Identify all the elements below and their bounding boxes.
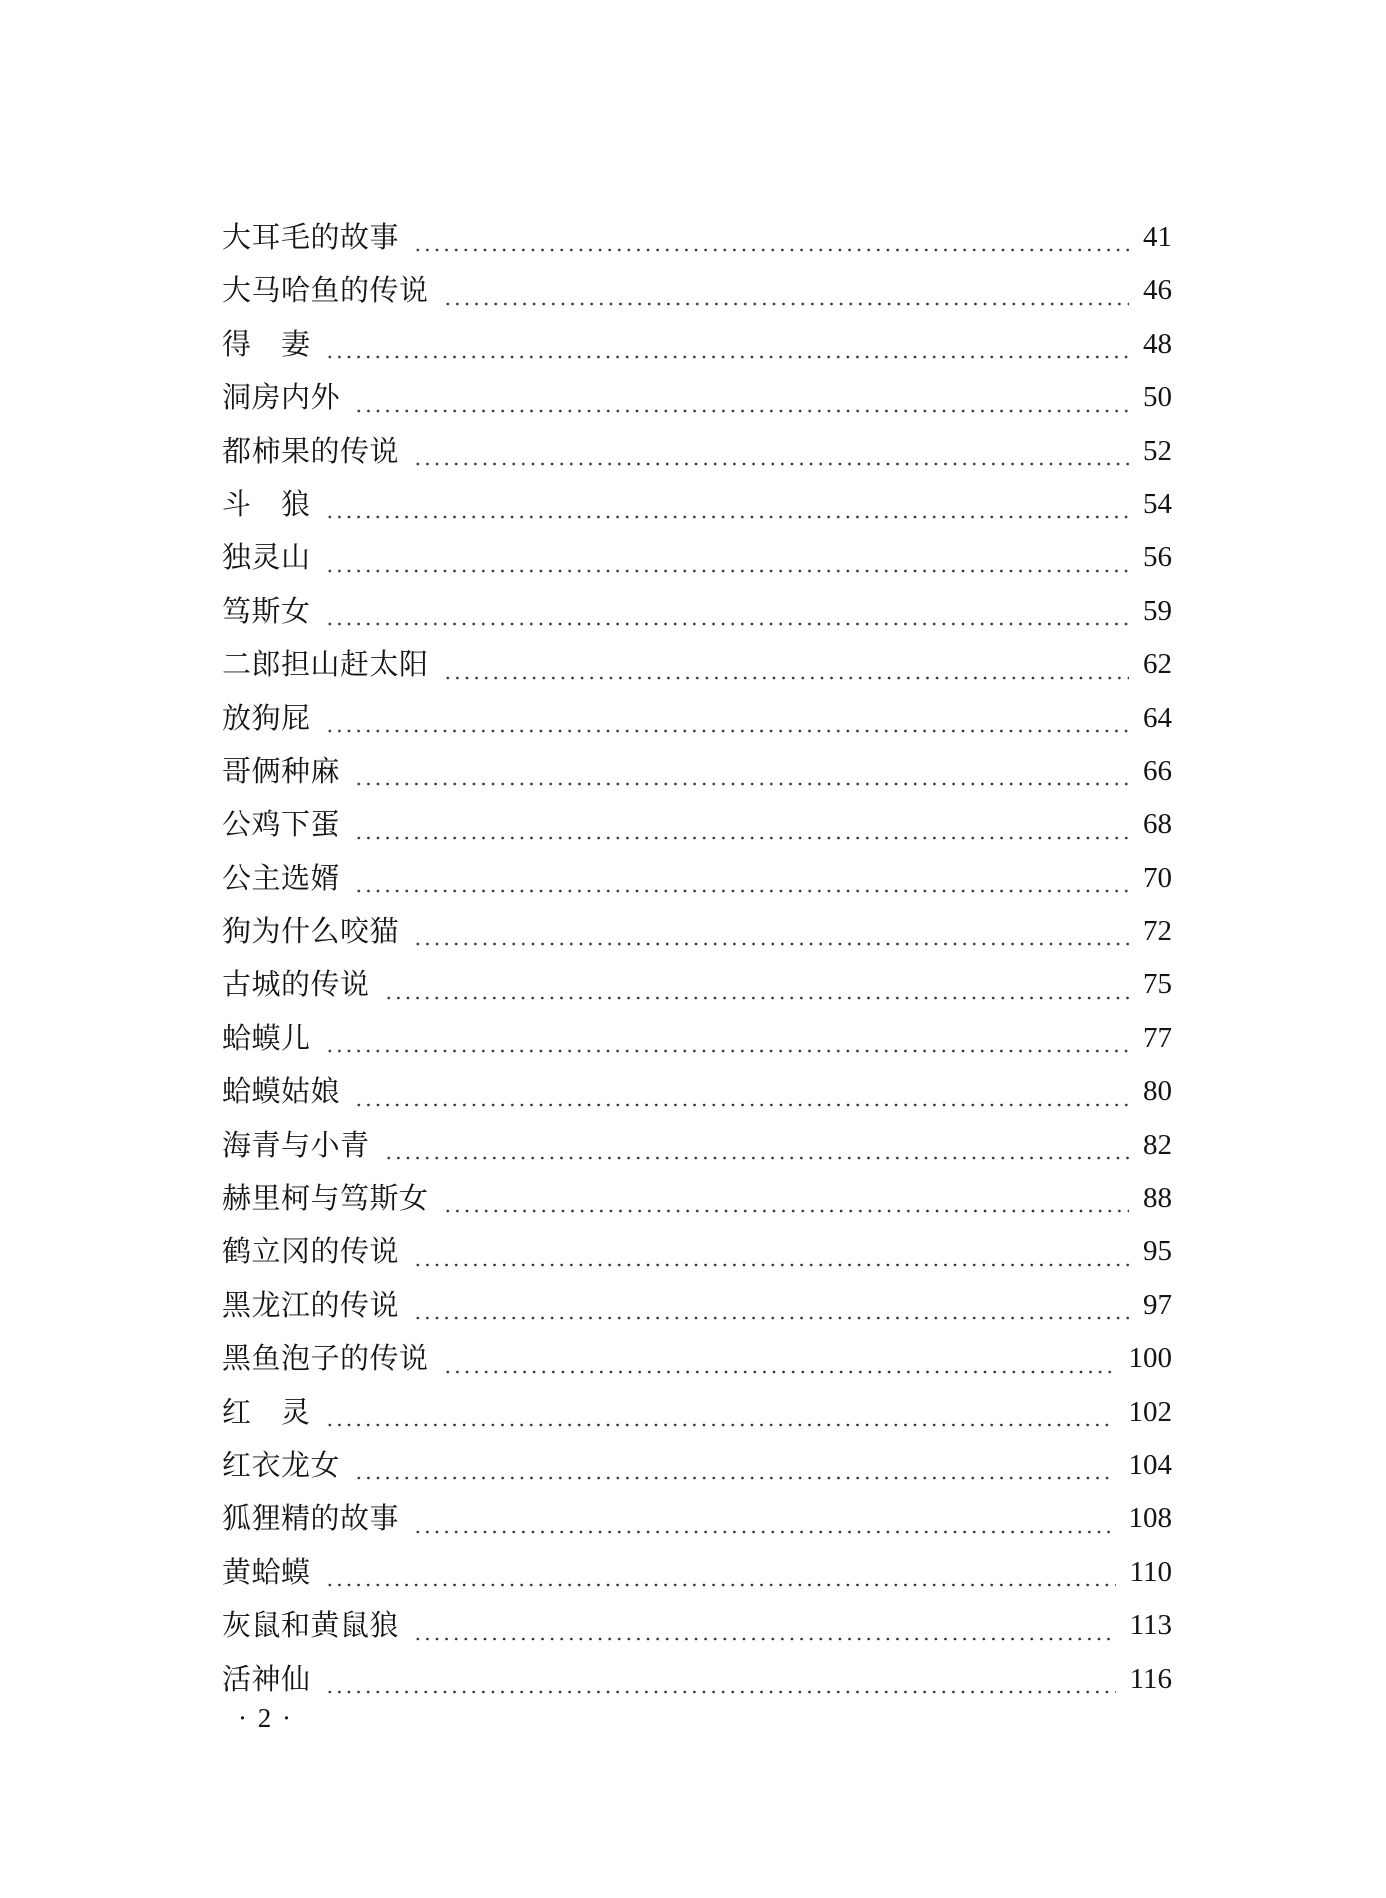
entry-page-number: 64 bbox=[1143, 701, 1172, 734]
dot-leader bbox=[354, 810, 1129, 840]
entry-title: 公主选婿 bbox=[222, 860, 341, 895]
entry-page-number: 100 bbox=[1128, 1342, 1172, 1375]
entry-title: 哥俩种麻 bbox=[222, 753, 341, 788]
entry-page-number: 95 bbox=[1143, 1235, 1172, 1268]
entry-page-number: 66 bbox=[1143, 754, 1172, 787]
dot-leader bbox=[413, 1504, 1114, 1534]
entry-page-number: 75 bbox=[1143, 968, 1172, 1001]
table-of-contents bbox=[222, 211, 1172, 1706]
entry-page-number: 68 bbox=[1143, 808, 1172, 841]
entry-title: 黑鱼泡子的传说 bbox=[222, 1341, 429, 1376]
toc-entry bbox=[222, 425, 1172, 478]
entry-title: 活神仙 bbox=[222, 1661, 311, 1696]
dot-leader bbox=[443, 650, 1129, 680]
dot-leader bbox=[354, 383, 1129, 413]
entry-title: 公鸡下蛋 bbox=[222, 807, 341, 842]
entry-title: 斗 狼 bbox=[222, 486, 311, 521]
entry-title: 洞房内外 bbox=[222, 380, 341, 415]
entry-title: 黑龙江的传说 bbox=[222, 1287, 400, 1322]
entry-page-number: 62 bbox=[1143, 648, 1172, 681]
entry-page-number: 46 bbox=[1143, 274, 1172, 307]
dot-leader bbox=[443, 276, 1129, 306]
entry-title: 独灵山 bbox=[222, 540, 311, 575]
entry-title: 狗为什么咬猫 bbox=[222, 914, 400, 949]
entry-title: 大耳毛的故事 bbox=[222, 219, 400, 254]
dot-leader bbox=[413, 1611, 1116, 1641]
toc-entry bbox=[222, 1279, 1172, 1332]
dot-leader bbox=[384, 970, 1129, 1000]
entry-page-number: 88 bbox=[1143, 1182, 1172, 1215]
toc-entry bbox=[222, 958, 1172, 1011]
toc-entry bbox=[222, 852, 1172, 905]
toc-entry bbox=[222, 1225, 1172, 1278]
toc-entry bbox=[222, 905, 1172, 958]
entry-page-number: 104 bbox=[1128, 1448, 1172, 1481]
dot-leader bbox=[354, 1077, 1129, 1107]
toc-entry bbox=[222, 531, 1172, 584]
toc-entry bbox=[222, 745, 1172, 798]
entry-page-number: 116 bbox=[1129, 1662, 1172, 1695]
toc-entry bbox=[222, 264, 1172, 317]
toc-entry bbox=[222, 1439, 1172, 1492]
entry-title: 灰鼠和黄鼠狼 bbox=[222, 1608, 400, 1643]
entry-page-number: 108 bbox=[1128, 1502, 1172, 1535]
dot-leader bbox=[325, 543, 1129, 573]
entry-page-number: 82 bbox=[1143, 1128, 1172, 1161]
dot-leader bbox=[325, 1023, 1129, 1053]
entry-title: 黄蛤蟆 bbox=[222, 1554, 311, 1589]
entry-page-number: 110 bbox=[1129, 1555, 1172, 1588]
toc-entry bbox=[222, 1492, 1172, 1545]
entry-title: 海青与小青 bbox=[222, 1127, 370, 1162]
entry-title: 古城的传说 bbox=[222, 967, 370, 1002]
entry-page-number: 72 bbox=[1143, 915, 1172, 948]
entry-page-number: 50 bbox=[1143, 381, 1172, 414]
entry-page-number: 48 bbox=[1143, 327, 1172, 360]
toc-entry bbox=[222, 1546, 1172, 1599]
entry-page-number: 54 bbox=[1143, 487, 1172, 520]
entry-title: 狐狸精的故事 bbox=[222, 1501, 400, 1536]
entry-title: 赫里柯与笃斯女 bbox=[222, 1181, 429, 1216]
entry-title: 蛤蟆姑娘 bbox=[222, 1074, 341, 1109]
entry-page-number: 52 bbox=[1143, 434, 1172, 467]
toc-entry bbox=[222, 1012, 1172, 1065]
dot-leader bbox=[443, 1183, 1129, 1213]
entry-page-number: 97 bbox=[1143, 1288, 1172, 1321]
toc-entry bbox=[222, 1119, 1172, 1172]
entry-page-number: 77 bbox=[1143, 1021, 1172, 1054]
dot-leader bbox=[325, 703, 1129, 733]
dot-leader bbox=[325, 1664, 1116, 1694]
dot-leader bbox=[413, 1290, 1129, 1320]
dot-leader bbox=[443, 1344, 1115, 1374]
entry-page-number: 80 bbox=[1143, 1075, 1172, 1108]
toc-entry bbox=[222, 1653, 1172, 1706]
entry-title: 二郎担山赶太阳 bbox=[222, 647, 429, 682]
entry-page-number: 41 bbox=[1143, 220, 1172, 253]
entry-title: 红衣龙女 bbox=[222, 1447, 341, 1482]
toc-entry bbox=[222, 638, 1172, 691]
entry-title: 大马哈鱼的传说 bbox=[222, 273, 429, 308]
toc-entry bbox=[222, 318, 1172, 371]
entry-page-number: 59 bbox=[1143, 594, 1172, 627]
toc-entry bbox=[222, 798, 1172, 851]
entry-page-number: 56 bbox=[1143, 541, 1172, 574]
toc-entry bbox=[222, 1172, 1172, 1225]
dot-leader bbox=[413, 1237, 1129, 1267]
toc-entry bbox=[222, 211, 1172, 264]
toc-entry bbox=[222, 1386, 1172, 1439]
entry-page-number: 113 bbox=[1129, 1609, 1172, 1642]
dot-leader bbox=[413, 436, 1129, 466]
page-number: · 2 · bbox=[238, 1703, 293, 1733]
toc-entry bbox=[222, 371, 1172, 424]
dot-leader bbox=[354, 1450, 1114, 1480]
dot-leader bbox=[325, 596, 1129, 626]
dot-leader bbox=[325, 1397, 1115, 1427]
dot-leader bbox=[325, 1557, 1116, 1587]
dot-leader bbox=[325, 329, 1129, 359]
toc-entry bbox=[222, 1599, 1172, 1652]
dot-leader bbox=[413, 222, 1129, 252]
entry-page-number: 70 bbox=[1143, 861, 1172, 894]
toc-entry bbox=[222, 1065, 1172, 1118]
dot-leader bbox=[413, 916, 1129, 946]
dot-leader bbox=[354, 863, 1129, 893]
toc-entry bbox=[222, 692, 1172, 745]
toc-entry bbox=[222, 1332, 1172, 1385]
entry-title: 红 灵 bbox=[222, 1394, 311, 1429]
dot-leader bbox=[384, 1130, 1129, 1160]
entry-title: 放狗屁 bbox=[222, 700, 311, 735]
entry-title: 蛤蟆儿 bbox=[222, 1020, 311, 1055]
dot-leader bbox=[325, 489, 1129, 519]
entry-title: 得 妻 bbox=[222, 326, 311, 361]
entry-title: 鹤立冈的传说 bbox=[222, 1234, 400, 1269]
dot-leader bbox=[354, 756, 1129, 786]
toc-entry bbox=[222, 478, 1172, 531]
entry-title: 笃斯女 bbox=[222, 593, 311, 628]
toc-entry bbox=[222, 585, 1172, 638]
entry-page-number: 102 bbox=[1128, 1395, 1172, 1428]
entry-title: 都柿果的传说 bbox=[222, 433, 400, 468]
